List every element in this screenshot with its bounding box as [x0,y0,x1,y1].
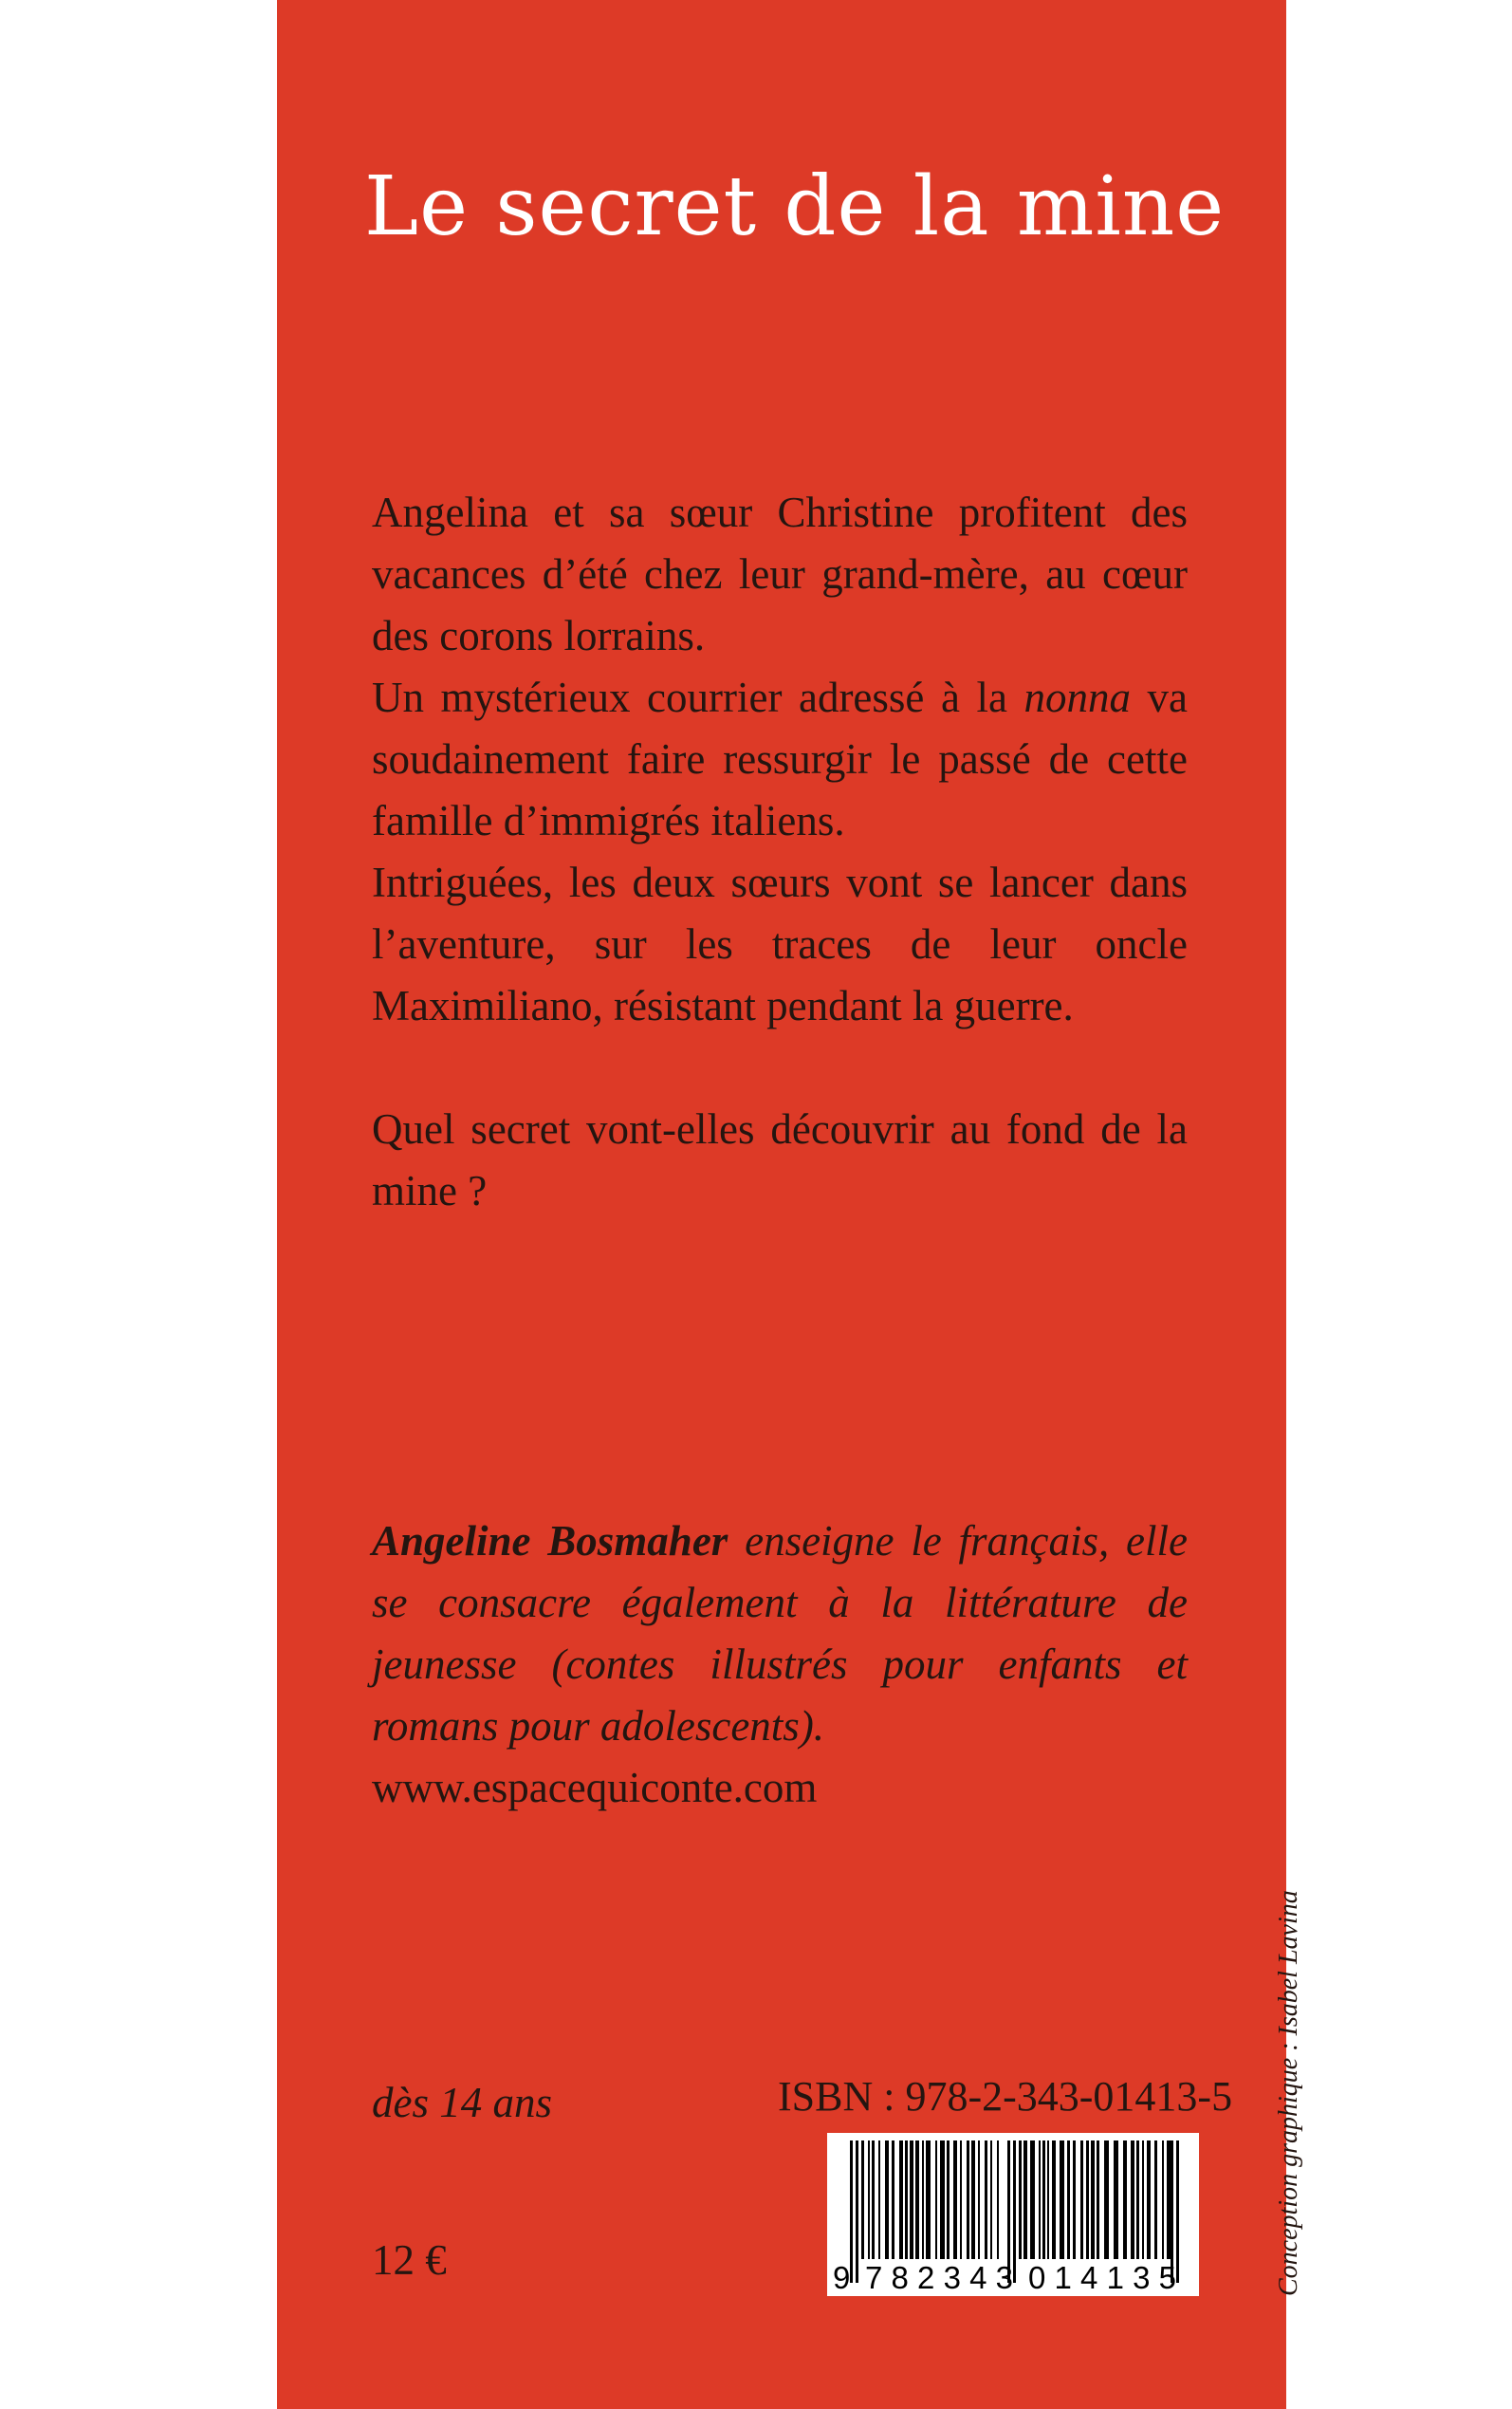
barcode-bar [922,2140,924,2259]
barcode [827,2133,1199,2296]
barcode-bar [892,2140,894,2259]
blurb-paragraph-2 [372,667,1188,852]
barcode-bar [1052,2140,1056,2259]
barcode-bar [1114,2140,1118,2259]
barcode-lead-digit: 9 [833,2260,851,2295]
barcode-bar [872,2140,875,2259]
barcode-bar [940,2140,945,2259]
barcode-bar [1013,2140,1016,2283]
barcode-bar [1039,2140,1041,2259]
barcode-bar [1067,2140,1070,2259]
barcode-bar [1019,2140,1022,2259]
barcode-bar [967,2140,969,2259]
barcode-bar [1023,2140,1027,2259]
barcode-bar [856,2140,858,2283]
price: 12 € [372,2236,447,2284]
barcode-bar [915,2140,919,2259]
blurb-italic-word: nonna [1023,674,1131,721]
barcode-bar [1030,2140,1035,2259]
author-description: enseigne le français, elle se consacre également à la littérature de jeunesse (contes illustrés pour enfants et romans pour adolescents). [372,1517,1188,1750]
barcode-bar [1162,2140,1164,2259]
barcode-bar [1073,2140,1076,2259]
barcode-right-digits: 0 1 4 1 3 5 [1028,2260,1176,2295]
barcode-left-digits: 7 8 2 3 4 3 [865,2260,1013,2295]
blurb-paragraph-3: Intriguées, les deux sœurs vont se lancer dans l’aventure, sur les traces de leur oncle Maximiliano, résistant pendant la guerre. [372,859,1188,1029]
barcode-graphic [827,2133,1199,2296]
barcode-bar [1080,2140,1083,2259]
author-bio-text [372,1510,1188,1757]
barcode-bar [1097,2140,1099,2259]
age-range: dès 14 ans [372,2079,552,2126]
blurb-paragraph-1: Angelina et sa sœur Christine profitent des vacances d’été chez leur grand-mère, au cœur des corons lorrains. [372,489,1188,659]
author-bio [372,1510,1188,1819]
blurb-question: Quel secret vont-elles découvrir au fond de la mine ? [372,1105,1188,1214]
barcode-bar [985,2140,987,2259]
back-cover [277,0,1303,2409]
barcode-bar [990,2140,992,2259]
author-name: Angeline Bosmaher [372,1517,728,1565]
barcode-bar [868,2140,870,2259]
barcode-bar [899,2140,903,2259]
barcode-bar [997,2140,999,2259]
barcode-bar [885,2140,889,2259]
barcode-bar [1123,2140,1127,2259]
barcode-bar [947,2140,950,2259]
barcode-bar [971,2140,975,2259]
barcode-bar [1136,2140,1139,2259]
barcode-bar [1131,2140,1134,2259]
barcode-bar [910,2140,913,2259]
barcode-bar [850,2140,853,2283]
blurb-spacer [372,1037,1188,1099]
book-blurb [372,482,1188,1222]
barcode-bar [1086,2140,1089,2259]
isbn: ISBN : 978-2-343-01413-5 [778,2073,1233,2120]
design-credit: Conception graphique : Isabel Lavina [1274,1890,1303,2296]
barcode-bar [1167,2140,1171,2259]
barcode-bar [861,2140,864,2259]
barcode-bar [1142,2140,1144,2259]
barcode-bar [953,2140,957,2259]
barcode-bar [1091,2140,1095,2259]
barcode-bar [926,2140,931,2259]
barcode-bar [978,2140,980,2259]
barcode-bar [1104,2140,1109,2259]
barcode-bar [1060,2140,1064,2259]
barcode-bar [905,2140,908,2259]
barcode-bar [878,2140,880,2259]
barcode-bar [1176,2140,1179,2283]
barcode-bar [1047,2140,1049,2259]
barcode-bar [1042,2140,1045,2259]
blurb-paragraph-2-rest: va soudainement faire ressurgir le passé de cette famille d’immigrés italiens. [372,674,1189,844]
book-title: Le secret de la mine [364,159,1226,254]
barcode-bar [960,2140,962,2259]
author-website[interactable]: www.espacequiconte.com [372,1764,818,1811]
barcode-bar [1154,2140,1157,2259]
barcode-bar [935,2140,937,2259]
barcode-bar [1147,2140,1151,2259]
blurb-paragraph-2-lead: Un mystérieux courrier adressé à la [372,674,1007,721]
